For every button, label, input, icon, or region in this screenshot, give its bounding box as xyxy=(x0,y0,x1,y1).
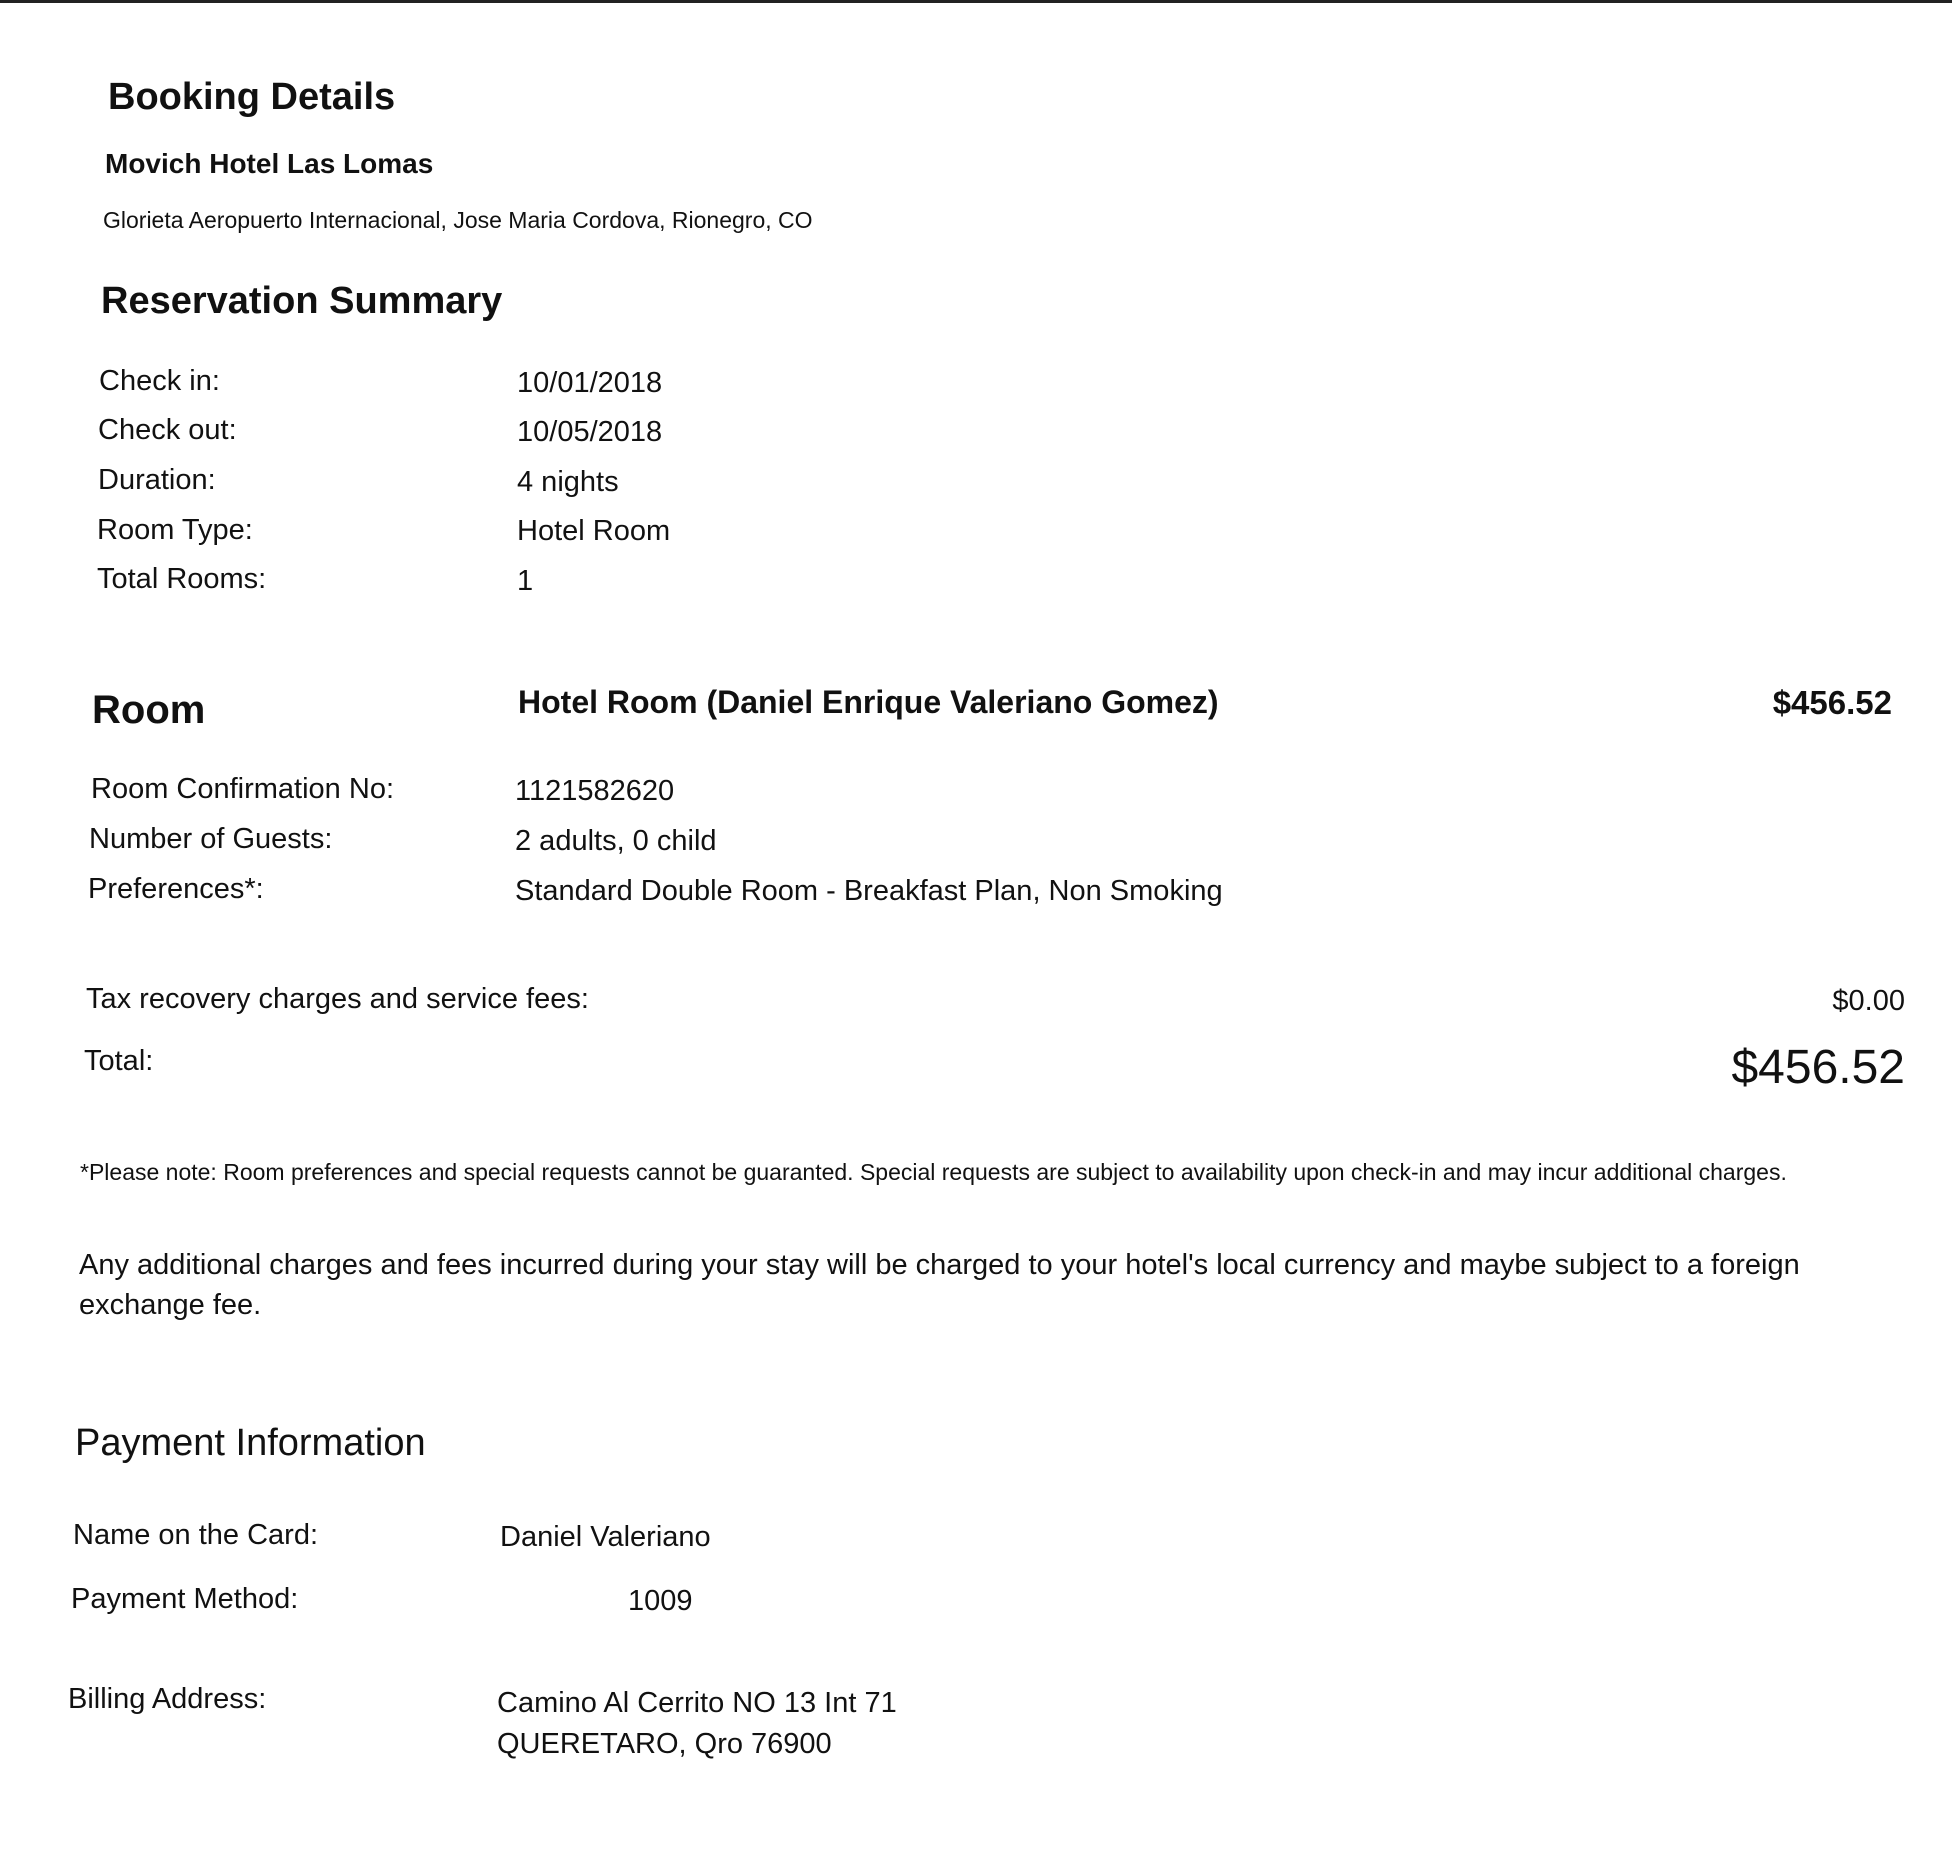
duration-value: 4 nights xyxy=(517,466,619,498)
total-label: Total: xyxy=(84,1045,154,1077)
currency-disclaimer: Any additional charges and fees incurred during your stay will be charged to your hotel's local currency and maybe subject to a foreign exchange fee. xyxy=(79,1249,1800,1321)
billing-address-line-1: Camino Al Cerrito NO 13 Int 71 xyxy=(497,1687,897,1719)
billing-address-label: Billing Address: xyxy=(68,1683,267,1715)
booking-details-heading: Booking Details xyxy=(108,76,396,118)
name-on-card-label: Name on the Card: xyxy=(73,1519,319,1551)
reservation-summary-heading: Reservation Summary xyxy=(101,280,503,322)
room-confirmation-label: Room Confirmation No: xyxy=(91,773,394,805)
preferences-disclaimer: *Please note: Room preferences and special requests cannot be guaranted. Special requests are subject to availability upon check-in and may incur additional charges. xyxy=(80,1159,1787,1185)
payment-information-heading: Payment Information xyxy=(75,1422,426,1464)
room-price: $456.52 xyxy=(1772,684,1892,721)
top-border-line xyxy=(0,0,1952,3)
hotel-name: Movich Hotel Las Lomas xyxy=(105,148,434,179)
number-of-guests-label: Number of Guests: xyxy=(89,823,333,855)
number-of-guests-value: 2 adults, 0 child xyxy=(515,825,717,857)
duration-label: Duration: xyxy=(98,464,216,496)
total-value: $456.52 xyxy=(1731,1041,1905,1094)
check-in-label: Check in: xyxy=(99,365,220,397)
payment-method-label: Payment Method: xyxy=(71,1583,299,1615)
total-rooms-label: Total Rooms: xyxy=(97,563,267,595)
room-title: Hotel Room (Daniel Enrique Valeriano Gomez) xyxy=(518,684,1219,720)
room-type-value: Hotel Room xyxy=(517,515,671,547)
room-confirmation-value: 1121582620 xyxy=(515,775,675,807)
name-on-card-value: Daniel Valeriano xyxy=(500,1521,711,1553)
check-out-label: Check out: xyxy=(98,414,237,446)
tax-fees-value: $0.00 xyxy=(1832,985,1905,1017)
billing-address-line-2: QUERETARO, Qro 76900 xyxy=(497,1728,832,1760)
room-heading: Room xyxy=(92,688,206,732)
billing-address-value xyxy=(497,1683,897,1765)
check-in-value: 10/01/2018 xyxy=(517,367,663,399)
total-rooms-value: 1 xyxy=(517,565,534,597)
hotel-address: Glorieta Aeropuerto Internacional, Jose Maria Cordova, Rionegro, CO xyxy=(103,207,813,233)
preferences-value: Standard Double Room - Breakfast Plan, Non Smoking xyxy=(515,875,1223,907)
tax-fees-label: Tax recovery charges and service fees: xyxy=(86,983,589,1015)
payment-method-value: 1009 xyxy=(628,1585,693,1617)
room-type-label: Room Type: xyxy=(97,514,253,546)
check-out-value: 10/05/2018 xyxy=(517,416,663,448)
preferences-label: Preferences*: xyxy=(88,873,264,905)
